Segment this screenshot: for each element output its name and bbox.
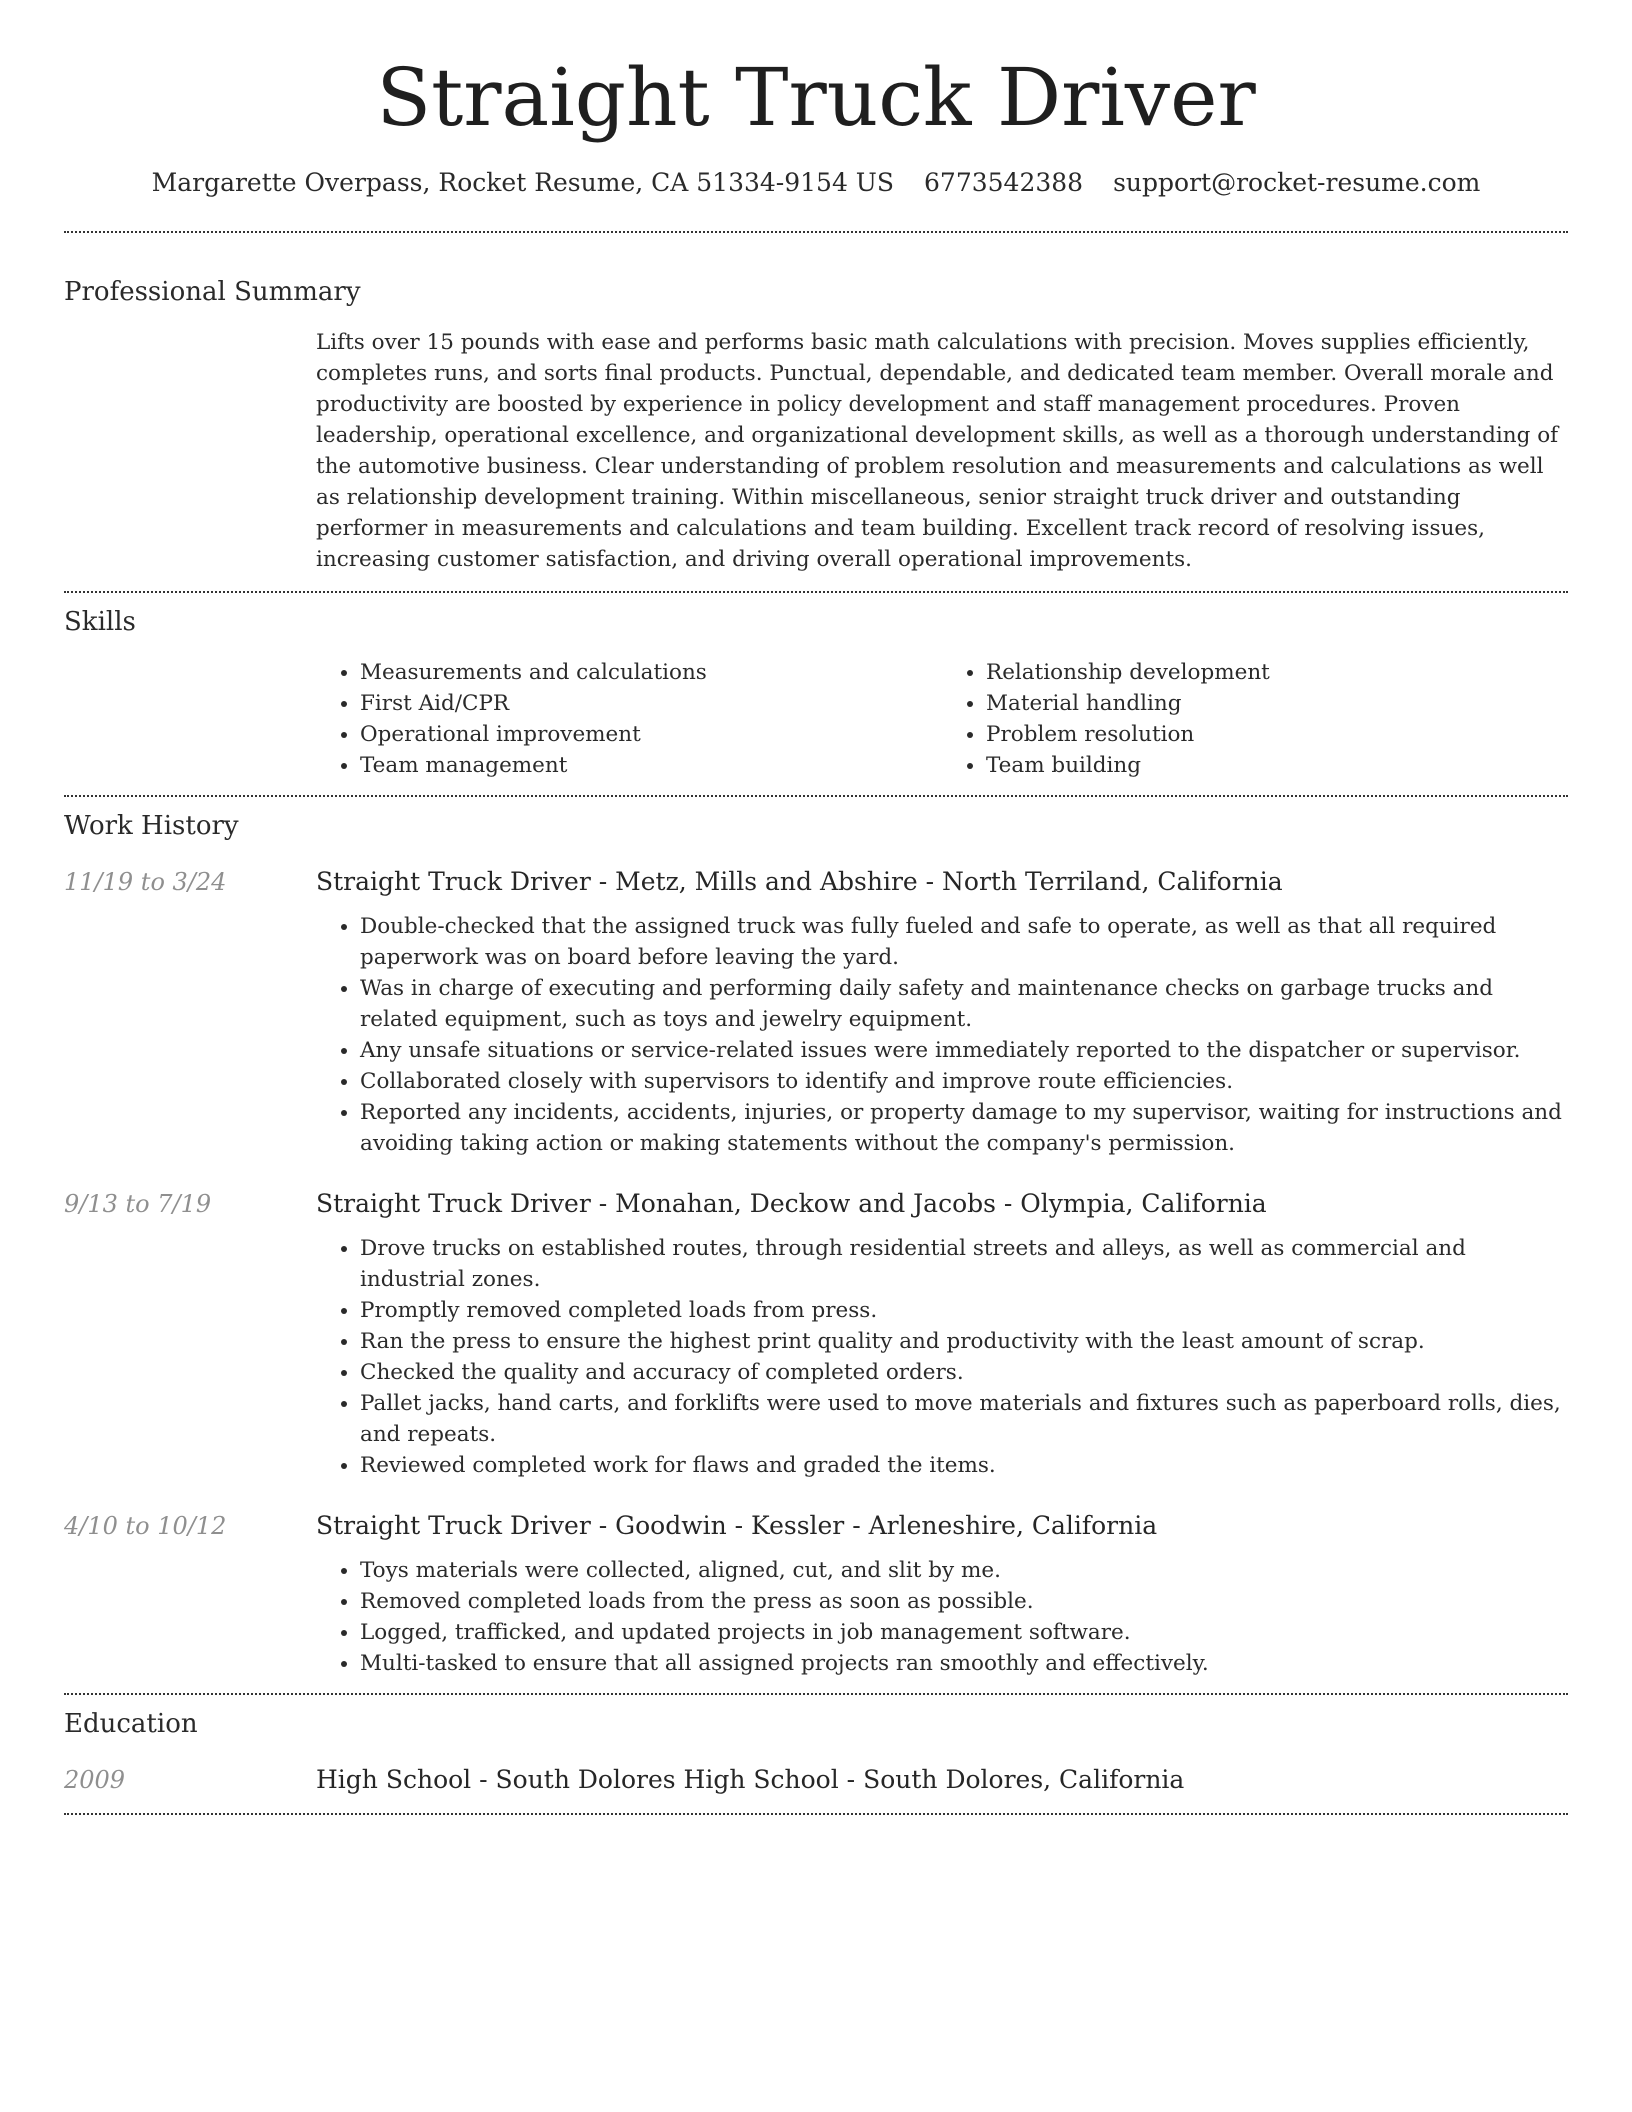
- job-heading: Straight Truck Driver - Monahan, Deckow and Jacobs - Olympia, California: [316, 1189, 1267, 1218]
- job-body-row: [64, 1543, 1568, 1679]
- skill-item: • First Aid/CPR: [360, 688, 942, 719]
- job-bullet: • Was in charge of executing and performing daily safety and maintenance checks on garbage trucks and related equipment, such as toys and jewelry equipment.: [360, 973, 1568, 1035]
- job-dates: 9/13 to 7/19: [64, 1190, 212, 1218]
- contact-line: [64, 168, 1568, 197]
- education-entry: [64, 1763, 1568, 1797]
- summary-section: [64, 233, 1568, 575]
- job-bullets: [316, 911, 1568, 1159]
- skills-section: [64, 593, 1568, 781]
- skills-list-left: [316, 657, 942, 781]
- job-bullet: • Double-checked that the assigned truck was fully fueled and safe to operate, as well as that all required paperwork was on board before leaving the yard.: [360, 911, 1568, 973]
- skills-list-right: [942, 657, 1568, 781]
- job-bullet: • Logged, trafficked, and updated projects in job management software.: [360, 1617, 1568, 1648]
- divider-education: [64, 1813, 1568, 1815]
- job-bullet: • Any unsafe situations or service-related issues were immediately reported to the dispatcher or supervisor.: [360, 1035, 1568, 1066]
- contact-phone: 6773542388: [924, 168, 1084, 197]
- job-bullet: • Reviewed completed work for flaws and graded the items.: [360, 1450, 1568, 1481]
- job-bullets: [316, 1555, 1568, 1679]
- education-year: 2009: [64, 1766, 126, 1794]
- job-dates: 4/10 to 10/12: [64, 1512, 227, 1540]
- job-bullet: • Reported any incidents, accidents, injuries, or property damage to my supervisor, waiting for instructions and avoiding taking action or making statements without the company's permission.: [360, 1097, 1568, 1159]
- job-entry: [64, 865, 1568, 1159]
- skill-item: • Problem resolution: [986, 719, 1568, 750]
- job-heading: Straight Truck Driver - Metz, Mills and Abshire - North Terriland, California: [316, 867, 1283, 896]
- job-bullet: • Multi-tasked to ensure that all assigned projects ran smoothly and effectively.: [360, 1648, 1568, 1679]
- section-title-education: Education: [64, 1709, 198, 1739]
- job-bullet: • Collaborated closely with supervisors to identify and improve route efficiencies.: [360, 1066, 1568, 1097]
- skill-item: • Relationship development: [986, 657, 1568, 688]
- contact-email: support@rocket-resume.com: [1113, 168, 1481, 197]
- job-bullet: • Toys materials were collected, aligned, cut, and slit by me.: [360, 1555, 1568, 1586]
- summary-row: [64, 327, 1568, 575]
- job-body-row: [64, 899, 1568, 1159]
- job-bullets: [316, 1233, 1568, 1481]
- section-title-skills: Skills: [64, 607, 136, 637]
- education-heading: High School - South Dolores High School - South Dolores, California: [316, 1765, 1185, 1794]
- job-bullet: • Drove trucks on established routes, through residential streets and alleys, as well as commercial and industrial zones.: [360, 1233, 1568, 1295]
- education-section: [64, 1695, 1568, 1797]
- work-section: [64, 797, 1568, 1679]
- summary-body: [316, 327, 1568, 575]
- job-body-row: [64, 1221, 1568, 1481]
- skills-grid: [316, 657, 1568, 781]
- skill-item: • Operational improvement: [360, 719, 942, 750]
- section-title-summary: Professional Summary: [64, 277, 361, 307]
- job-bullet: • Removed completed loads from the press as soon as possible.: [360, 1586, 1568, 1617]
- skills-row: [64, 657, 1568, 781]
- contact-address: Margarette Overpass, Rocket Resume, CA 51334-9154 US: [151, 168, 895, 197]
- skill-item: • Team management: [360, 750, 942, 781]
- job-body: [316, 1221, 1568, 1481]
- job-entry: [64, 1187, 1568, 1481]
- job-body: [316, 1543, 1568, 1679]
- job-dates: 11/19 to 3/24: [64, 868, 227, 896]
- summary-text: Lifts over 15 pounds with ease and performs basic math calculations with precision. Moves supplies efficiently, completes runs, and sorts final products. Punctual, dependable, and dedicated team member. Overall morale and productivity are boosted by experience in policy development and staff management procedures. Proven leadership, operational excellence, and organizational development skills, as well as a thorough understanding of the automotive business. Clear understanding of problem resolution and measurements and calculations as well as relationship development training. Within miscellaneous, senior straight truck driver and outstanding performer in measurements and calculations and team building. Excellent track record of resolving issues, increasing customer satisfaction, and driving overall operational improvements.: [316, 330, 1559, 572]
- job-heading: Straight Truck Driver - Goodwin - Kessler - Arleneshire, California: [316, 1511, 1158, 1540]
- jobs-list: [64, 865, 1568, 1679]
- skills-body: [316, 657, 1568, 781]
- job-bullet: • Ran the press to ensure the highest print quality and productivity with the least amount of scrap.: [360, 1326, 1568, 1357]
- job-entry: [64, 1509, 1568, 1679]
- job-header-row: [64, 865, 1568, 899]
- resume-name: Straight Truck Driver: [376, 51, 1256, 144]
- skill-item: • Material handling: [986, 688, 1568, 719]
- skill-item: • Team building: [986, 750, 1568, 781]
- job-bullet: • Pallet jacks, hand carts, and forklifts were used to move materials and fixtures such as paperboard rolls, dies, and repeats.: [360, 1388, 1568, 1450]
- job-body: [316, 899, 1568, 1159]
- job-header-row: [64, 1187, 1568, 1221]
- job-bullet: • Promptly removed completed loads from press.: [360, 1295, 1568, 1326]
- job-header-row: [64, 1509, 1568, 1543]
- job-bullet: • Checked the quality and accuracy of completed orders.: [360, 1357, 1568, 1388]
- skill-item: • Measurements and calculations: [360, 657, 942, 688]
- section-title-work: Work History: [64, 811, 239, 841]
